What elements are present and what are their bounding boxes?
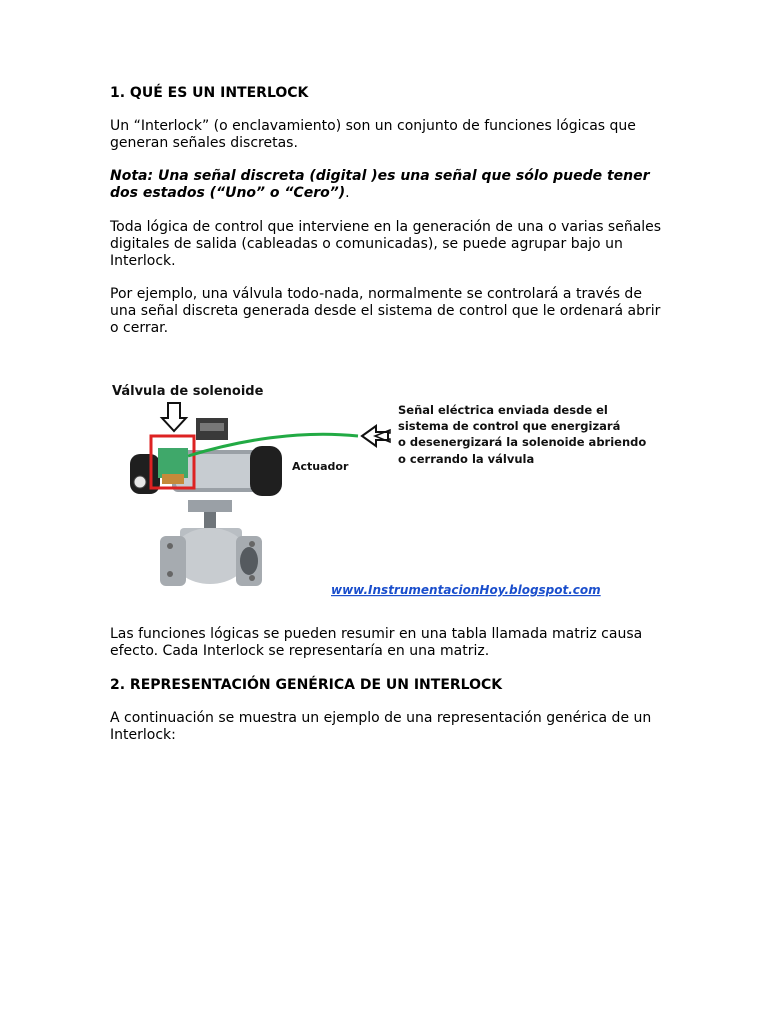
signal-line-2: sistema de control que energizará [398,419,621,433]
signal-line-4: o cerrando la válvula [398,452,535,466]
solenoid-coil [158,448,188,478]
signal-line-1: Señal eléctrica enviada desde el [398,403,608,417]
section-1-heading: 1. QUÉ ES UN INTERLOCK [110,85,309,101]
paragraph-cause-effect: Las funciones lógicas se pueden resumir en una tabla llamada matriz causa efecto. Cada Interlock se representaría en una matriz. [110,626,643,659]
ball-valve [160,500,262,586]
signal-line-3: o desenergizará la solenoide abriendo [398,435,647,449]
paragraph-generic-representation: A continuación se muestra un ejemplo de una representación genérica de un Interlock: [110,710,652,743]
actuator-label: Actuador [292,460,349,473]
blog-link[interactable]: www.InstrumentacionHoy.blogspot.com [331,583,601,597]
note-text: Nota: Una señal discreta (digital )es una señal que sólo puede tener dos estados (“Uno” o “Cero”) [110,168,650,201]
down-arrow-icon [162,403,186,431]
valve-label: Válvula de solenoide [112,384,264,399]
note-period: . [345,185,350,201]
paragraph-control-logic: Toda lógica de control que interviene en la generación de una o varias señales digitales de salida (cableadas o comunicadas), se puede agrupar bajo un Interlock. [110,219,662,269]
solenoid-valve-figure [110,378,662,604]
section-2-heading: 2. REPRESENTACIÓN GENÉRICA DE UN INTERLOCK [110,677,503,693]
paragraph-valve-example: Por ejemplo, una válvula todo-nada, normalmente se controlará a través de una señal discreta generada desde el sistema de control que le ordenará abrir o cerrar. [110,286,661,336]
paragraph-interlock-definition: Un “Interlock” (o enclavamiento) son un conjunto de funciones lógicas que generan señales discretas. [110,118,636,151]
note-paragraph [110,168,670,202]
